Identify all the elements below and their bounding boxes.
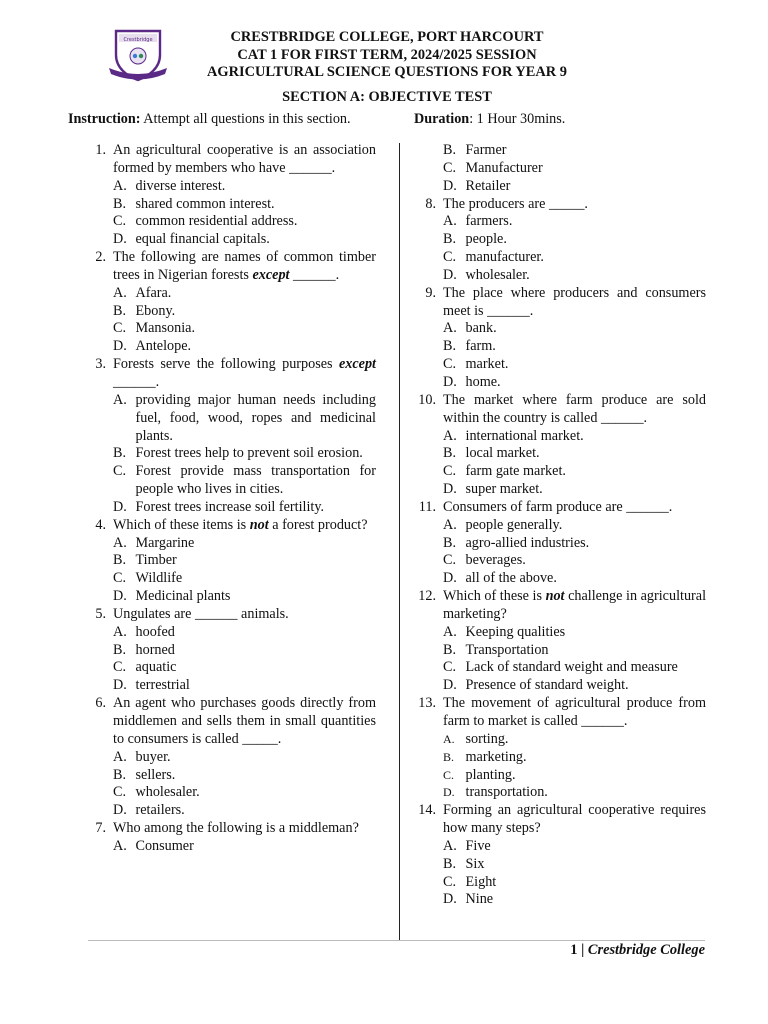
option-letter: D. <box>443 570 457 587</box>
answer-option <box>87 749 376 767</box>
option-text: Timber <box>135 552 177 569</box>
question-text-part: An agent who purchases goods directly from middlemen and sells them in small quantities to consumers is called _____. <box>113 695 376 747</box>
footer-separator: | <box>577 942 588 958</box>
question-item <box>417 499 706 588</box>
option-letter: A. <box>113 391 127 408</box>
option-letter: B. <box>443 855 457 872</box>
question-number: 8. <box>425 195 436 212</box>
option-letter: B. <box>443 641 457 658</box>
option-letter: C. <box>113 784 127 801</box>
question-item <box>87 606 376 695</box>
question-text <box>443 499 706 517</box>
question-item <box>87 695 376 820</box>
option-text: Presence of standard weight. <box>465 677 629 694</box>
option-text: transportation. <box>465 784 548 801</box>
question-text-part: Forests serve the following purposes <box>113 356 339 373</box>
option-text: Consumer <box>135 837 194 854</box>
answer-option <box>87 767 376 785</box>
option-letter: A. <box>113 748 127 765</box>
answer-option <box>87 463 376 499</box>
question-stem <box>417 285 706 321</box>
question-number: 3. <box>95 356 106 373</box>
question-text-part: The market where farm produce are sold within the country is called ______. <box>443 391 706 426</box>
answer-option <box>87 178 376 196</box>
question-text <box>443 588 706 624</box>
question-stem <box>417 392 706 428</box>
answer-option <box>87 535 376 553</box>
question-number: 9. <box>425 284 436 301</box>
option-letter: C. <box>443 356 457 373</box>
question-text-part: The producers are _____. <box>443 195 588 212</box>
question-item <box>87 249 376 356</box>
answer-option <box>87 338 376 356</box>
footer-rule <box>88 940 705 941</box>
option-text: horned <box>135 641 175 658</box>
answer-option <box>417 481 706 499</box>
question-item <box>417 695 706 802</box>
option-letter: C. <box>113 213 127 230</box>
option-text: Antelope. <box>135 338 192 355</box>
option-text: Forest trees help to prevent soil erosion. <box>135 445 363 462</box>
question-text <box>113 249 376 285</box>
question-text-part: Which of these is <box>443 588 546 605</box>
answer-option <box>87 231 376 249</box>
emphasis-word: except <box>252 266 290 283</box>
answer-option <box>417 856 706 874</box>
option-letter: A. <box>113 623 127 640</box>
answer-option <box>417 338 706 356</box>
emphasis-word: except <box>338 356 376 373</box>
option-text: Five <box>465 837 491 854</box>
answer-option <box>417 178 706 196</box>
option-text: Afara. <box>135 284 172 301</box>
answer-option <box>87 659 376 677</box>
option-letter: B. <box>443 338 457 355</box>
answer-option <box>417 874 706 892</box>
option-text: planting. <box>465 766 516 783</box>
question-stem <box>87 606 376 624</box>
question-number: 5. <box>95 605 106 622</box>
question-stem <box>87 356 376 392</box>
option-letter: B. <box>113 766 127 783</box>
question-stem <box>87 249 376 285</box>
option-letter: D. <box>443 891 457 908</box>
option-letter: A. <box>113 177 127 194</box>
option-letter: B. <box>443 142 457 158</box>
option-letter: B. <box>443 445 457 462</box>
question-stem <box>87 820 376 838</box>
question-text <box>443 285 706 321</box>
question-text <box>113 695 376 749</box>
question-text-part: Which of these items is <box>113 516 250 533</box>
question-item <box>417 142 706 196</box>
option-letter: A. <box>443 320 457 337</box>
option-text: super market. <box>465 481 543 498</box>
answer-option <box>87 213 376 231</box>
answer-option <box>417 535 706 553</box>
option-letter: D. <box>113 588 127 605</box>
option-text: Nine <box>465 891 494 908</box>
option-letter: B. <box>113 445 127 462</box>
page-footer <box>570 942 705 959</box>
instruction-label: Instruction: <box>68 111 141 127</box>
question-text-part: The following are names of common timber trees in Nigerian forests <box>113 249 376 283</box>
question-text-part: Who among the following is a middleman? <box>113 820 359 837</box>
option-letter: A. <box>443 837 457 854</box>
option-letter: D. <box>443 785 455 800</box>
school-name: CRESTBRIDGE COLLEGE, PORT HARCOURT <box>230 29 544 45</box>
question-number: 13. <box>418 695 436 712</box>
option-letter: A. <box>113 534 127 551</box>
college-logo <box>107 28 169 84</box>
option-letter: C. <box>113 659 127 676</box>
answer-option <box>417 767 706 785</box>
option-text: people generally. <box>465 516 563 533</box>
question-text-part: Forming an agricultural cooperative requires how many steps? <box>443 802 706 837</box>
question-number: 2. <box>95 249 106 266</box>
question-item <box>87 356 376 517</box>
question-text <box>443 802 706 838</box>
question-text-part: An agricultural cooperative is an association formed by members who have ______. <box>113 142 376 176</box>
answer-option <box>87 588 376 606</box>
answer-option <box>417 374 706 392</box>
question-stem <box>417 196 706 214</box>
duration <box>414 111 565 128</box>
option-letter: B. <box>443 231 457 248</box>
answer-option <box>87 320 376 338</box>
answer-option <box>417 356 706 374</box>
option-text: Wildlife <box>135 570 183 587</box>
question-number: 6. <box>95 695 106 712</box>
answer-option <box>417 659 706 677</box>
option-text: diverse interest. <box>135 177 226 194</box>
question-text <box>113 820 376 838</box>
logo-text: Crestbridge <box>123 37 153 43</box>
answer-option <box>417 249 706 267</box>
question-number: 4. <box>95 516 106 533</box>
option-text: bank. <box>465 320 497 337</box>
question-number: 10. <box>418 391 436 408</box>
question-number: 14. <box>418 802 436 819</box>
option-text: Keeping qualities <box>465 623 566 640</box>
question-text <box>443 196 706 214</box>
option-text: sellers. <box>135 766 176 783</box>
question-text <box>113 142 376 178</box>
answer-option <box>417 231 706 249</box>
question-stem <box>417 588 706 624</box>
option-text: Lack of standard weight and measure <box>465 659 678 676</box>
option-letter: C. <box>443 659 457 676</box>
option-letter: A. <box>113 837 127 854</box>
duration-label: Duration <box>414 111 470 127</box>
option-letter: D. <box>443 677 457 694</box>
question-item <box>417 588 706 695</box>
option-letter: D. <box>113 231 127 248</box>
duration-text: : 1 Hour 30mins. <box>469 111 566 127</box>
question-stem <box>87 517 376 535</box>
option-text: Margarine <box>135 534 195 551</box>
option-letter: A. <box>443 213 457 230</box>
answer-option <box>417 731 706 749</box>
question-stem <box>417 499 706 517</box>
option-text: Transportation <box>465 641 549 658</box>
answer-option <box>87 445 376 463</box>
option-letter: B. <box>113 552 127 569</box>
answer-option <box>417 891 706 909</box>
question-text <box>113 606 376 624</box>
question-text-part: a forest product? <box>268 516 368 533</box>
option-letter: A. <box>443 623 457 640</box>
option-text: equal financial capitals. <box>135 231 270 248</box>
answer-option <box>87 196 376 214</box>
option-text: manufacturer. <box>465 249 544 266</box>
option-text: Retailer <box>465 177 511 194</box>
exam-header <box>170 29 604 82</box>
answer-option <box>87 838 376 856</box>
option-text: buyer. <box>135 748 171 765</box>
answer-option <box>87 499 376 517</box>
question-number: 12. <box>418 588 436 605</box>
option-text: all of the above. <box>465 570 557 587</box>
option-letter: C. <box>113 463 127 480</box>
question-item <box>87 820 376 856</box>
option-letter: A. <box>113 284 127 301</box>
question-item <box>417 802 706 909</box>
answer-option <box>87 552 376 570</box>
question-item <box>87 142 376 249</box>
question-number: 1. <box>95 142 106 158</box>
option-text: sorting. <box>465 730 509 747</box>
questions-left-column <box>87 142 376 856</box>
option-letter: A. <box>443 516 457 533</box>
question-number: 7. <box>95 820 106 837</box>
option-letter: B. <box>113 195 127 212</box>
option-letter: C. <box>113 570 127 587</box>
answer-option <box>87 802 376 820</box>
question-text-part: ______. <box>289 266 340 283</box>
option-letter: C. <box>113 320 127 337</box>
option-letter: B. <box>443 534 457 551</box>
option-text: shared common interest. <box>135 195 275 212</box>
answer-option <box>417 552 706 570</box>
question-stem <box>87 695 376 749</box>
option-text: Manufacturer <box>465 159 543 176</box>
answer-option <box>417 160 706 178</box>
option-text: beverages. <box>465 552 526 569</box>
option-letter: D. <box>443 481 457 498</box>
question-text-part: challenge in agricultural marketing? <box>443 588 707 622</box>
answer-option <box>417 677 706 695</box>
option-letter: B. <box>113 302 127 319</box>
answer-option <box>87 303 376 321</box>
answer-option <box>417 142 706 160</box>
footer-college: Crestbridge College <box>587 942 705 958</box>
question-item <box>87 517 376 606</box>
option-text: aquatic <box>135 659 177 676</box>
question-stem <box>417 802 706 838</box>
option-text: common residential address. <box>135 213 298 230</box>
option-text: farm. <box>465 338 496 355</box>
option-letter: C. <box>443 249 457 266</box>
question-stem <box>87 142 376 178</box>
option-letter: B. <box>443 749 455 764</box>
option-letter: A. <box>443 731 455 746</box>
question-text-part: ______. <box>113 373 160 390</box>
page-number: 1 <box>570 942 578 958</box>
answer-option <box>87 677 376 695</box>
option-text: people. <box>465 231 507 248</box>
option-text: Farmer <box>465 142 507 158</box>
question-text-part: Ungulates are ______ animals. <box>113 605 289 622</box>
option-text: Forest trees increase soil fertility. <box>135 498 325 515</box>
answer-option <box>87 392 376 446</box>
option-text: market. <box>465 356 509 373</box>
instruction-text: Attempt all questions in this section. <box>140 111 351 127</box>
answer-option <box>87 784 376 802</box>
option-text: terrestrial <box>135 677 190 694</box>
answer-option <box>417 320 706 338</box>
answer-option <box>87 285 376 303</box>
question-text-part: The place where producers and consumers meet is ______. <box>443 284 706 319</box>
option-text: Medicinal plants <box>135 588 231 605</box>
option-text: retailers. <box>135 802 185 819</box>
question-number: 11. <box>418 498 436 515</box>
option-text: providing major human needs including fuel, food, wood, ropes and medicinal plants. <box>135 391 376 444</box>
option-letter: C. <box>443 767 455 782</box>
exam-title: CAT 1 FOR FIRST TERM, 2024/2025 SESSION <box>237 46 537 63</box>
instruction <box>68 111 351 128</box>
answer-option <box>417 445 706 463</box>
answer-option <box>87 624 376 642</box>
answer-option <box>417 784 706 802</box>
option-text: farm gate market. <box>465 463 566 480</box>
answer-option <box>417 517 706 535</box>
answer-option <box>417 642 706 660</box>
option-letter: C. <box>443 159 457 176</box>
option-letter: A. <box>443 427 457 444</box>
question-item <box>417 285 706 392</box>
question-text <box>113 356 376 392</box>
option-text: wholesaler. <box>135 784 200 801</box>
option-letter: D. <box>443 177 457 194</box>
emphasis-word: not <box>545 588 565 605</box>
option-text: agro-allied industries. <box>465 534 590 551</box>
answer-option <box>417 749 706 767</box>
option-letter: D. <box>113 802 127 819</box>
answer-option <box>87 642 376 660</box>
option-letter: C. <box>443 552 457 569</box>
option-letter: B. <box>113 641 127 658</box>
section-title: SECTION A: OBJECTIVE TEST <box>282 89 492 105</box>
subject-title: AGRICULTURAL SCIENCE QUESTIONS FOR YEAR 9 <box>207 64 567 80</box>
option-letter: D. <box>113 338 127 355</box>
question-text-part: Consumers of farm produce are ______. <box>443 498 673 515</box>
option-text: Six <box>465 855 485 872</box>
column-divider <box>399 143 400 941</box>
question-text <box>443 392 706 428</box>
option-letter: D. <box>443 373 457 390</box>
option-letter: D. <box>113 498 127 515</box>
option-text: local market. <box>465 445 540 462</box>
answer-option <box>417 624 706 642</box>
option-text: home. <box>465 373 501 390</box>
answer-option <box>87 570 376 588</box>
option-letter: D. <box>443 266 457 283</box>
option-text: Eight <box>465 873 497 890</box>
option-text: hoofed <box>135 623 175 640</box>
option-text: Mansonia. <box>135 320 196 337</box>
question-item <box>417 196 706 285</box>
option-text: Ebony. <box>135 302 176 319</box>
option-text: farmers. <box>465 213 513 230</box>
question-text <box>443 695 706 731</box>
questions-right-column <box>417 142 706 909</box>
answer-option <box>417 838 706 856</box>
option-text: marketing. <box>465 748 527 765</box>
option-letter: D. <box>113 677 127 694</box>
answer-option <box>417 463 706 481</box>
answer-option <box>417 267 706 285</box>
option-text: international market. <box>465 427 584 444</box>
question-stem <box>417 695 706 731</box>
option-text: Forest provide mass transportation for people who lives in cities. <box>135 463 376 498</box>
answer-option <box>417 570 706 588</box>
answer-option <box>417 428 706 446</box>
option-letter: C. <box>443 873 457 890</box>
question-text-part: The movement of agricultural produce from farm to market is called ______. <box>443 695 706 729</box>
question-item <box>417 392 706 499</box>
question-text <box>113 517 376 535</box>
option-text: wholesaler. <box>465 266 530 283</box>
answer-option <box>417 213 706 231</box>
emphasis-word: not <box>249 516 269 533</box>
option-letter: C. <box>443 463 457 480</box>
